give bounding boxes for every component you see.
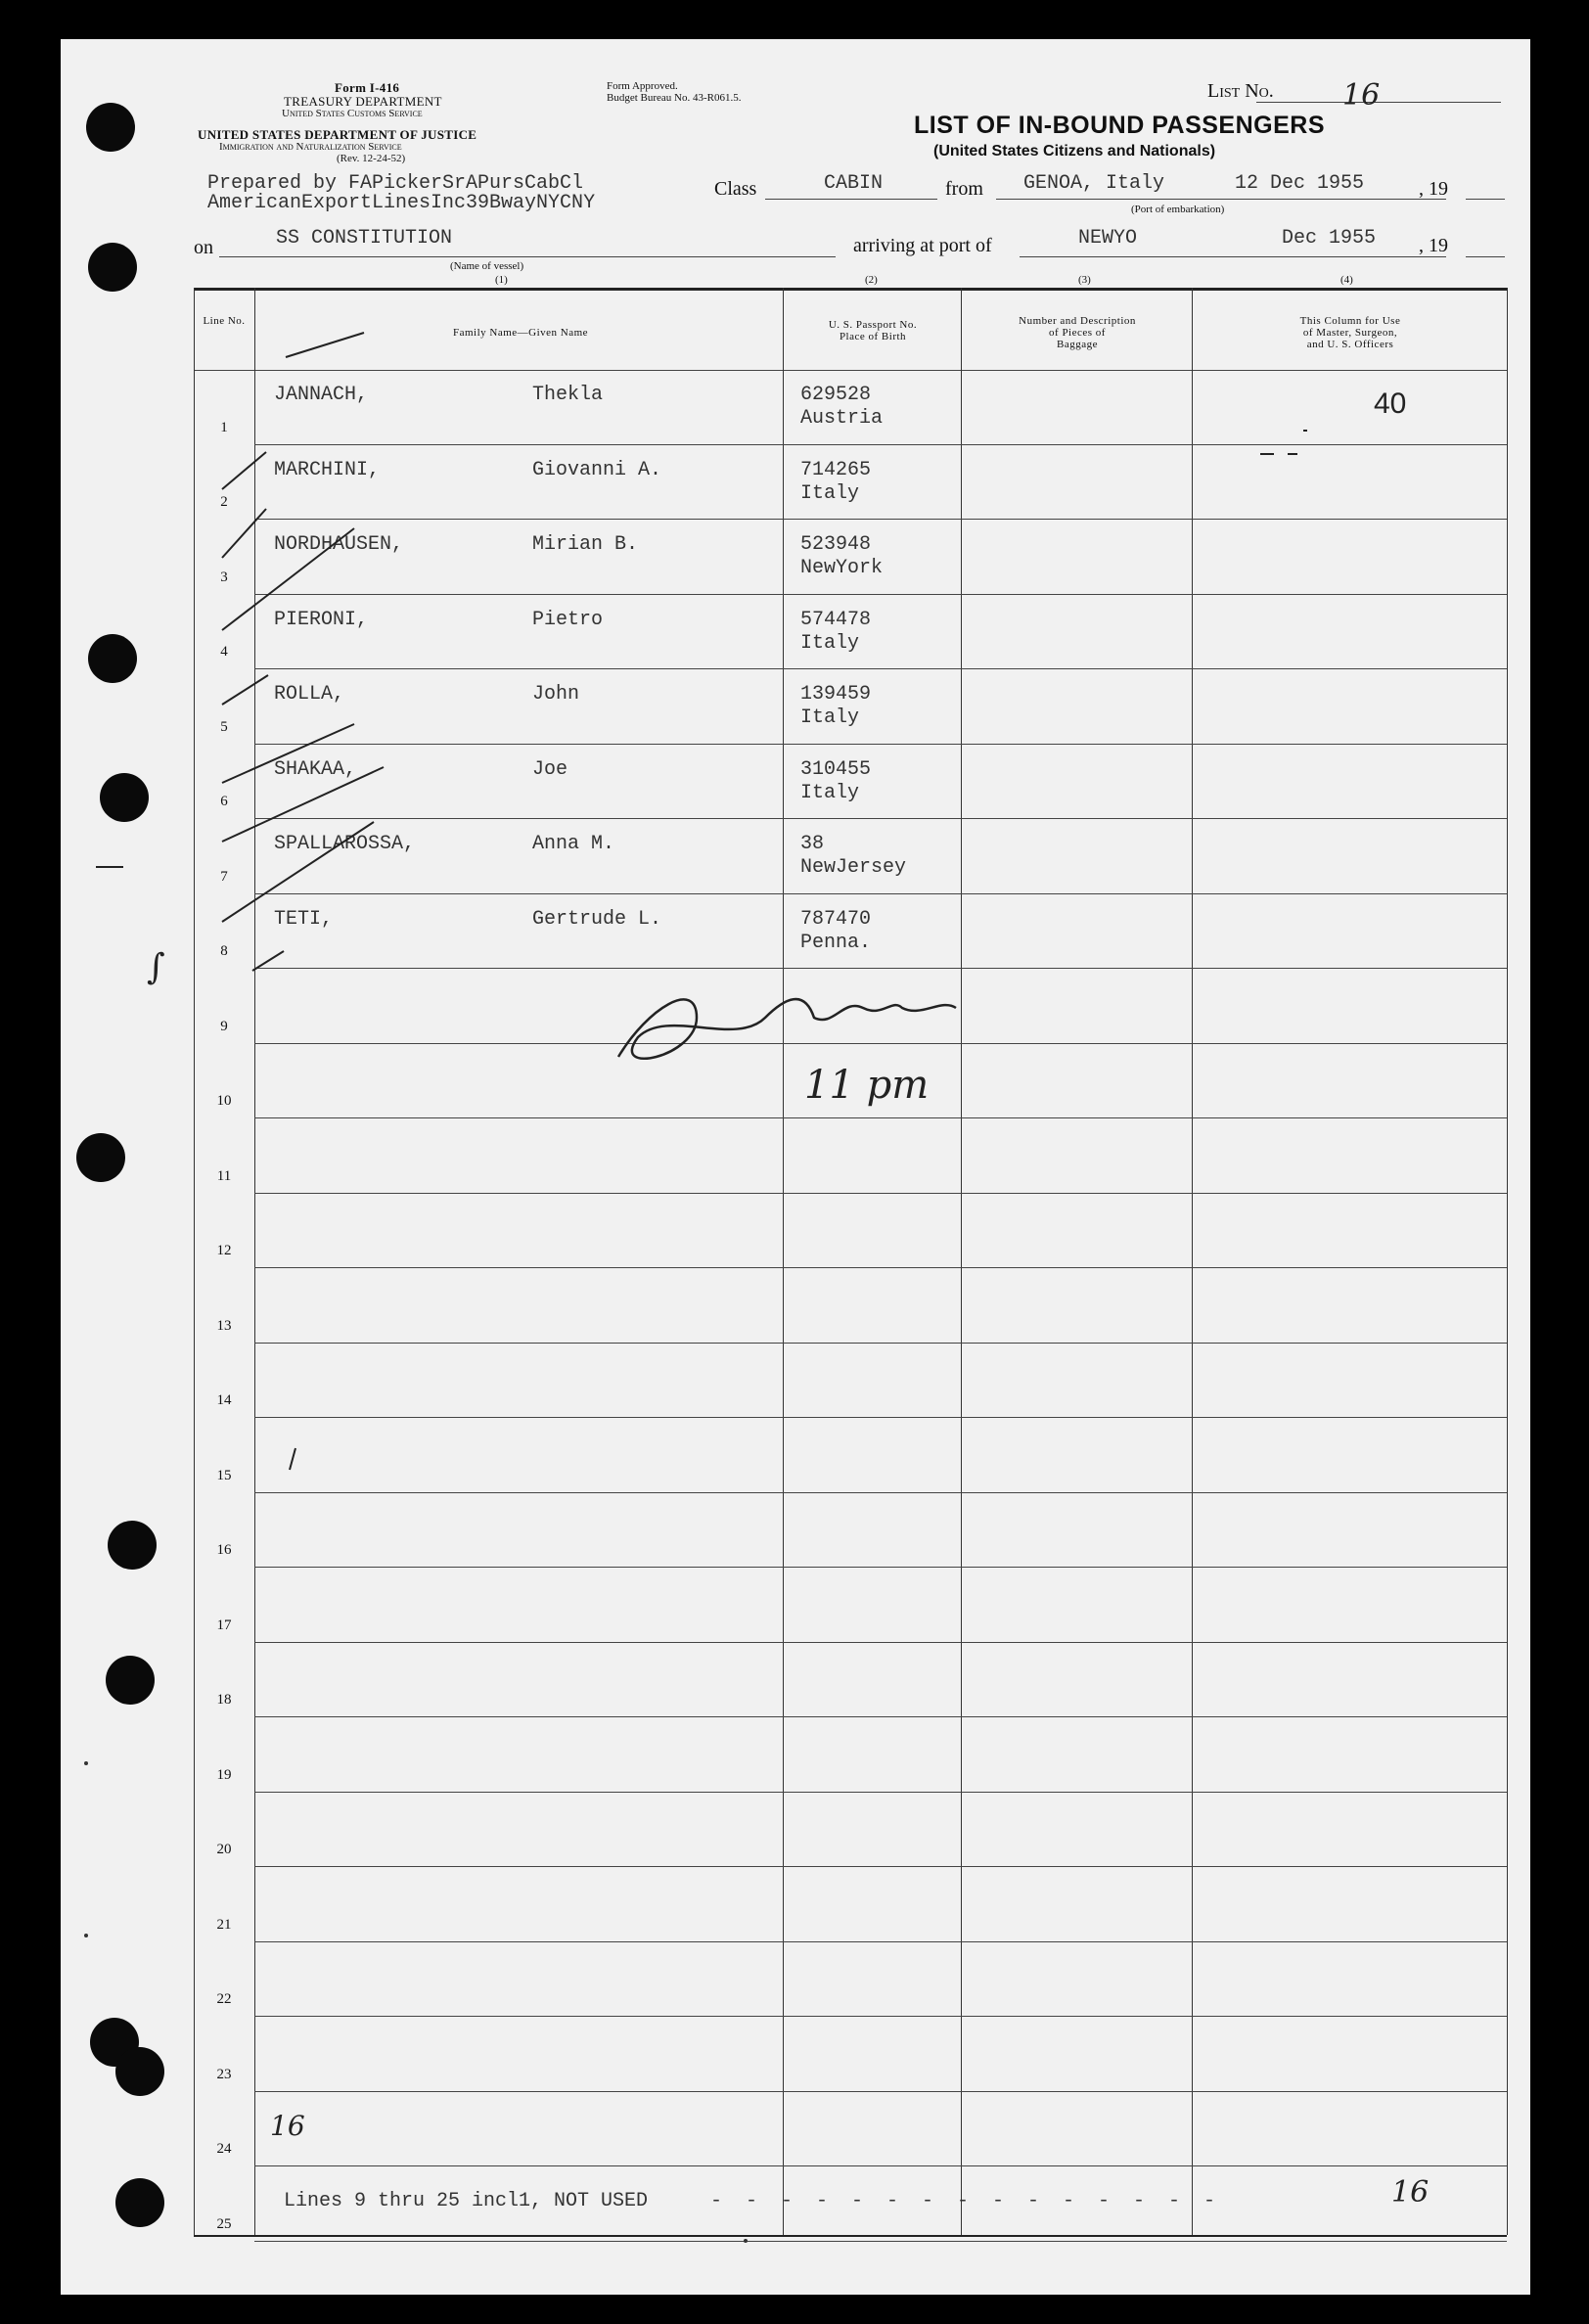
- place-of-birth: NewJersey: [800, 856, 907, 879]
- handwritten-marks: [61, 39, 1530, 2295]
- passport-number: 38: [800, 833, 825, 855]
- departure-date: 12 Dec 1955: [1235, 172, 1365, 195]
- passenger-family-name: MARCHINI,: [274, 458, 381, 481]
- from-label: from: [945, 178, 983, 200]
- row-line-number: 22: [216, 1991, 232, 2007]
- row-line-number: 15: [216, 1467, 232, 1483]
- place-of-birth: Italy: [800, 706, 860, 729]
- passenger-given-name: Anna M.: [532, 833, 615, 855]
- arrival-date: Dec 1955: [1282, 227, 1377, 250]
- row-line-number: 2: [220, 494, 228, 510]
- col-num-3: (3): [1078, 274, 1091, 286]
- passenger-given-name: John: [532, 683, 580, 706]
- prepared-by-line2: AmericanExportLinesInc39BwayNYCNY: [207, 192, 596, 214]
- place-of-birth: Italy: [800, 631, 860, 655]
- place-of-birth: Italy: [800, 781, 860, 804]
- row-line-number: 6: [220, 794, 228, 809]
- row-line-number: 24: [216, 2141, 232, 2157]
- passport-number: 714265: [800, 458, 872, 481]
- document-page: [61, 39, 1530, 2295]
- passenger-family-name: NORDHAUSEN,: [274, 533, 404, 556]
- year-suffix-1: , 19: [1419, 178, 1448, 200]
- passport-number: 629528: [800, 384, 872, 406]
- row-line-number: 5: [220, 718, 228, 735]
- passenger-family-name: PIERONI,: [274, 608, 369, 631]
- handwritten-16-left: 16: [270, 2110, 305, 2142]
- passenger-given-name: Pietro: [532, 608, 604, 631]
- page-subtitle: (United States Citizens and Nationals): [933, 143, 1216, 159]
- list-no-value: 16: [1342, 78, 1381, 113]
- form-revision: (Rev. 12-24-52): [337, 153, 406, 164]
- passenger-given-name: Gertrude L.: [532, 907, 662, 931]
- row-line-number: 20: [216, 1842, 232, 1857]
- binder-hole: [115, 2178, 164, 2227]
- passport-number: 310455: [800, 757, 872, 781]
- col-header-officers: This Column for Use of Master, Surgeon, and U. S. Officers: [1299, 315, 1401, 350]
- binder-hole: [115, 2047, 164, 2096]
- passenger-family-name: SHAKAA,: [274, 757, 357, 781]
- class-label: Class: [714, 178, 757, 200]
- place-of-birth: Italy: [800, 481, 860, 505]
- binder-hole: [108, 1521, 157, 1570]
- not-used-dashes: - - - - - - - - - - - - - - -: [710, 2190, 1222, 2212]
- binder-hole: [106, 1656, 155, 1705]
- checkmark-row-1: [222, 452, 266, 489]
- handwritten-16-right: 16: [1391, 2175, 1430, 2210]
- row-line-number: 7: [220, 868, 228, 885]
- row-line-number: 25: [216, 2215, 232, 2232]
- place-of-birth: NewYork: [800, 557, 884, 579]
- row-line-number: 9: [220, 1018, 228, 1034]
- col-header-passport: U. S. Passport No. Place of Birth: [828, 319, 918, 342]
- page-title: LIST OF IN-BOUND PASSENGERS: [914, 112, 1326, 139]
- checkmark-row-3: [222, 528, 354, 630]
- year-suffix-2: , 19: [1419, 235, 1448, 256]
- agency-ins: Immigration and Naturalization Service: [219, 141, 402, 153]
- passport-number: 787470: [800, 907, 872, 931]
- officer-notation: 40: [1374, 387, 1407, 420]
- col-header-name: Family Name—Given Name: [452, 327, 589, 339]
- col-num-4: (4): [1340, 274, 1353, 286]
- row-line-number: 10: [216, 1093, 232, 1109]
- col-num-2: (2): [865, 274, 878, 286]
- row-line-number: 21: [216, 1916, 232, 1933]
- row-line-number: 16: [216, 1542, 232, 1558]
- binder-hole: [76, 1133, 125, 1182]
- budget-bureau: Budget Bureau No. 43-R061.5.: [607, 92, 742, 104]
- vessel-name: SS CONSTITUTION: [276, 227, 453, 250]
- row-line-number: 1: [220, 419, 228, 435]
- signature: [618, 999, 956, 1059]
- form-number: Form I-416: [335, 80, 400, 95]
- list-no-label: List No.: [1207, 80, 1274, 102]
- place-of-birth: Austria: [800, 407, 884, 430]
- row-line-number: 19: [216, 1766, 232, 1783]
- place-of-birth: Penna.: [800, 931, 872, 954]
- from-port: GENOA, Italy: [1023, 172, 1165, 195]
- port-of-embarkation-caption: (Port of embarkation): [1131, 204, 1225, 215]
- passenger-given-name: Giovanni A.: [532, 458, 662, 481]
- checkmark-row-7: [222, 822, 374, 922]
- prepared-by-line1: Prepared by FAPickerSrAPursCabCl: [207, 172, 584, 195]
- handwritten-margin-mark: ∫: [147, 947, 165, 987]
- row-line-number: 8: [220, 943, 228, 959]
- row-line-number: 13: [216, 1317, 232, 1334]
- passenger-family-name: SPALLAROSSA,: [274, 833, 416, 855]
- row-line-number: 3: [220, 569, 228, 585]
- passenger-family-name: TETI,: [274, 907, 334, 931]
- passenger-given-name: Joe: [532, 757, 568, 781]
- row-line-number: 23: [216, 2066, 232, 2082]
- handwritten-time: 11 pm: [804, 1063, 930, 1108]
- row-line-number: 11: [216, 1167, 232, 1184]
- row-line-number: 18: [216, 1692, 232, 1708]
- row-line-number: 12: [216, 1243, 232, 1258]
- row-line-number: 14: [216, 1392, 232, 1408]
- col-header-baggage: Number and Description of Pieces of Baggage: [1019, 315, 1136, 350]
- class-value: CABIN: [824, 172, 884, 195]
- passport-number: 139459: [800, 683, 872, 706]
- checkmark-row-5: [222, 724, 357, 783]
- vessel-caption: (Name of vessel): [450, 260, 524, 272]
- passenger-family-name: ROLLA,: [274, 683, 345, 706]
- passport-number: 523948: [800, 533, 872, 556]
- passenger-family-name: JANNACH,: [274, 384, 369, 406]
- binder-hole: [88, 634, 137, 683]
- row-line-number: 17: [216, 1617, 232, 1633]
- form-approved: Form Approved.: [607, 80, 678, 92]
- col-header-line: Line No.: [203, 315, 246, 327]
- passenger-given-name: Mirian B.: [532, 533, 639, 556]
- arriving-port: NEWYO: [1078, 227, 1138, 250]
- row-line-number: 4: [220, 644, 228, 660]
- agency-justice: UNITED STATES DEPARTMENT OF JUSTICE: [198, 127, 477, 142]
- not-used-note: Lines 9 thru 25 incl1, NOT USED: [284, 2190, 649, 2212]
- passport-number: 574478: [800, 608, 872, 631]
- arriving-label: arriving at port of: [853, 235, 992, 256]
- on-label: on: [194, 237, 213, 258]
- col-num-1: (1): [495, 274, 508, 286]
- agency-customs: United States Customs Service: [282, 108, 423, 119]
- binder-hole: [88, 243, 137, 292]
- passenger-given-name: Thekla: [532, 384, 604, 406]
- binder-hole: [86, 103, 135, 152]
- binder-hole: [100, 773, 149, 822]
- agency-treasury: TREASURY DEPARTMENT: [284, 94, 442, 109]
